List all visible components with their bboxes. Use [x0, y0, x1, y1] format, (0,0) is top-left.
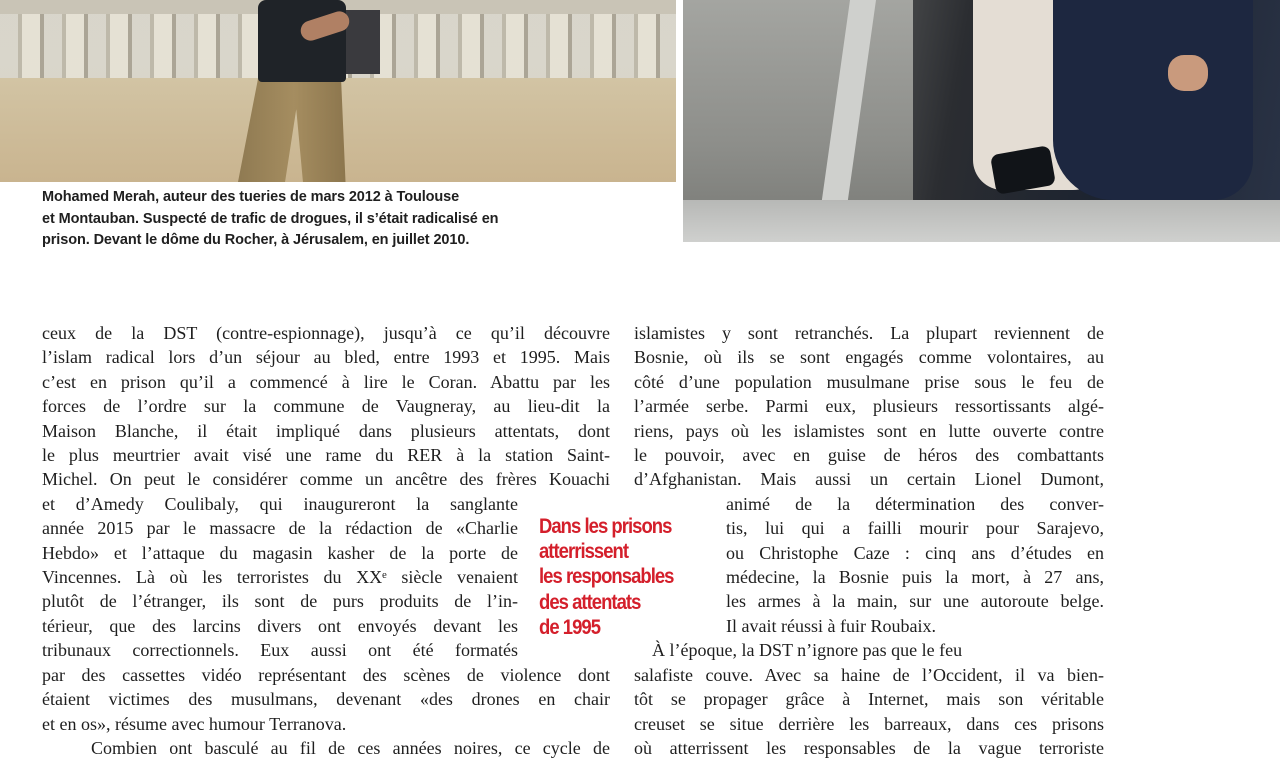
text-line: le plus meurtrier avait visé une rame du RER à la station Saint-: [42, 445, 610, 466]
caption-line: Mohamed Merah, auteur des tueries de mars 2012 à Toulouse: [42, 189, 460, 205]
text-line: médecine, la Bosnie puis la mort, à 27 ans,: [726, 567, 1104, 588]
article-column-left: [42, 321, 610, 760]
text-line: riens, pays où les islamistes sont en lutte ouverte contre: [634, 420, 1104, 441]
text-line: plutôt de l’étranger, ils sont de purs produits de l’in-: [42, 591, 518, 612]
text-line: Hebdo» et l’attaque du magasin kasher de la porte de: [42, 542, 518, 563]
caption-line: prison. Devant le dôme du Rocher, à Jérusalem, en juillet 2010.: [42, 232, 470, 248]
photo-officer-hand: [1168, 55, 1208, 91]
text-line: forces de l’ordre sur la commune de Vaugneray, au lieu-dit la: [42, 396, 610, 417]
photo-car-body: [683, 200, 1280, 242]
photo-merah-jerusalem: [0, 0, 676, 182]
photo-arrest-scene: [683, 0, 1280, 242]
text-line: l’islam radical lors d’un séjour au bled, entre 1993 et 1995. Mais: [42, 347, 610, 368]
text-line: Michel. On peut le considérer comme un ancêtre des frères Kouachi: [42, 469, 610, 490]
text-line: À l’époque, la DST n’ignore pas que le feu: [634, 640, 963, 661]
text-line: ou Christophe Caze : cinq ans d’études en: [726, 542, 1104, 563]
text-line: étaient victimes des musulmans, devenant «des drones en chair: [42, 689, 610, 710]
text-line: animé de la détermination des conver-: [726, 493, 1104, 514]
text-line: et en os», résume avec humour Terranova.: [42, 713, 347, 734]
text-line: et d’Amedy Coulibaly, qui inaugureront la sanglante: [42, 493, 518, 514]
text-line: Maison Blanche, il était impliqué dans plusieurs attentats, dont: [42, 420, 610, 441]
text-line: année 2015 par le massacre de la rédaction de «Charlie: [42, 518, 518, 539]
text-line: où atterrissent les responsables de la vague terroriste: [634, 737, 1104, 758]
text-line: les armes à la main, sur une autoroute belge.: [726, 591, 1104, 612]
text-line: térieur, que des larcins divers ont envoyés devant les: [42, 615, 518, 636]
pull-quote-line: de 1995: [539, 615, 601, 639]
text-line: Combien ont basculé au fil de ces années noires, ce cycle de: [42, 737, 610, 758]
text-line: tôt se propager grâce à Internet, mais son véritable: [634, 689, 1104, 710]
text-line: par des cassettes vidéo représentant des scènes de violence dont: [42, 664, 610, 685]
pull-quote-line: atterrissent: [539, 540, 629, 564]
pull-quote-line: des attentats: [539, 590, 641, 614]
pull-quote-line: les responsables: [539, 565, 674, 589]
photo-police-officer: [1053, 0, 1253, 200]
text-line: le pouvoir, avec en guise de héros des combattants: [634, 445, 1104, 466]
pull-quote-line: Dans les prisons: [539, 515, 672, 538]
text-line: Il avait réussi à fuir Roubaix.: [726, 615, 936, 636]
text-line: salafiste couve. Avec sa haine de l’Occident, il va bien-: [634, 664, 1104, 685]
text-line: creuset se situe derrière les barreaux, dans ces prisons: [634, 713, 1104, 734]
caption-line: et Montauban. Suspecté de trafic de drogues, il s’était radicalisé en: [42, 210, 499, 227]
article-column-right: [634, 321, 1104, 760]
text-line: Bosnie, où ils se sont engagés comme volontaires, au: [634, 347, 1104, 368]
text-line: côté d’une population musulmane prise sous le feu de: [634, 371, 1104, 392]
text-line: tis, lui qui a failli mourir pour Sarajevo,: [726, 518, 1104, 539]
photo-caption: [42, 187, 602, 252]
text-line: c’est en prison qu’il a commencé à lire le Coran. Abattu par les: [42, 371, 610, 392]
text-line: l’armée serbe. Parmi eux, plusieurs ressortissants algé-: [634, 396, 1104, 417]
text-line: Vincennes. Là où les terroristes du XXᵉ siècle venaient: [42, 567, 518, 588]
text-line: islamistes y sont retranchés. La plupart reviennent de: [634, 323, 1104, 343]
text-line: tribunaux correctionnels. Eux aussi ont été formatés: [42, 640, 518, 661]
text-line: d’Afghanistan. Mais aussi un certain Lionel Dumont,: [634, 469, 1104, 490]
text-line: ceux de la DST (contre-espionnage), jusqu’à ce qu’il découvre: [42, 323, 610, 343]
